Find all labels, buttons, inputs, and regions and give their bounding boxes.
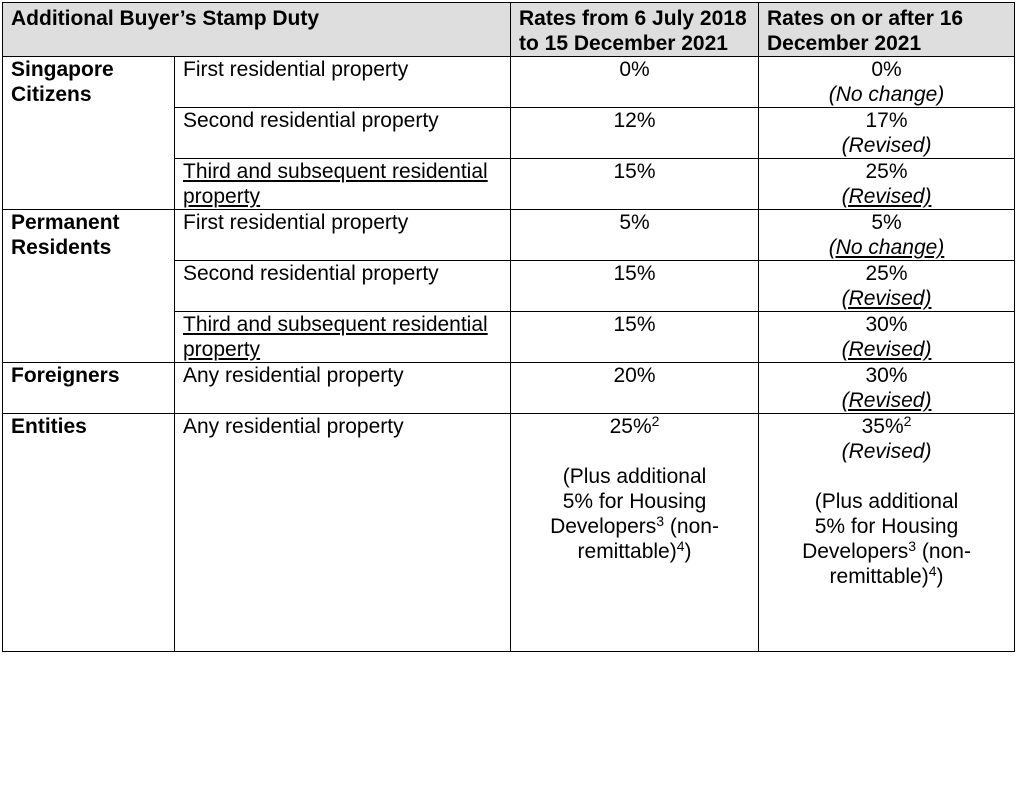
old-rate-cell (511, 414, 759, 652)
new-rate-cell (759, 414, 1015, 652)
column-header-old-rates: Rates from 6 July 2018 to 15 December 2021 (511, 3, 759, 57)
new-rate-cell (759, 210, 1015, 261)
new-rate-value: 17% (865, 109, 908, 132)
property-cell: Third and subsequent residential property (175, 312, 511, 363)
new-rate-value: 30% (865, 313, 908, 336)
table-row (3, 57, 1015, 108)
new-rate-cell (759, 312, 1015, 363)
housing-developer-note-2: 5% for Housing (814, 515, 959, 538)
group-label-entities: Entities (3, 414, 175, 652)
group-label-permanent-residents: Permanent Residents (3, 210, 175, 363)
old-rate-cell: 20% (511, 363, 759, 414)
property-cell: Second residential property (175, 261, 511, 312)
change-note: (No change) (828, 236, 945, 259)
table-row (3, 210, 1015, 261)
group-label-citizens: Singapore Citizens (3, 57, 175, 210)
change-note: (Revised) (841, 440, 932, 463)
footnote-ref: 3 (908, 538, 917, 554)
property-cell: Third and subsequent residential property (175, 159, 511, 210)
old-rate-cell: 12% (511, 108, 759, 159)
new-rate-cell (759, 108, 1015, 159)
new-rate-cell (759, 261, 1015, 312)
change-note: (Revised) (841, 287, 932, 310)
property-cell: Any residential property (175, 363, 511, 414)
property-cell: First residential property (175, 210, 511, 261)
change-note: (Revised) (841, 338, 932, 361)
new-rate-value: 30% (865, 364, 908, 387)
new-rate-value: 25% (865, 160, 908, 183)
new-rate-value: 35%$^2$ (861, 413, 912, 438)
table-title: Additional Buyer’s Stamp Duty (3, 3, 511, 57)
housing-developer-note-3: Developers$^3$ (non- (550, 513, 719, 538)
header-row (3, 3, 1015, 57)
footnote-ref: 3 (656, 513, 665, 529)
housing-developer-note-4: remittable)$^4$) (577, 538, 692, 563)
housing-developer-note-3: Developers$^3$ (non- (802, 538, 971, 563)
new-rate-cell (759, 57, 1015, 108)
change-note: (Revised) (841, 389, 932, 412)
housing-developer-note-1: (Plus additional (814, 490, 959, 513)
old-rate-cell: 15% (511, 159, 759, 210)
new-rate-value: 0% (871, 58, 902, 81)
table-row (3, 414, 1015, 652)
column-header-new-rates: Rates on or after 16 December 2021 (759, 3, 1015, 57)
property-cell: First residential property (175, 57, 511, 108)
table-row (3, 363, 1015, 414)
new-rate-cell (759, 159, 1015, 210)
housing-developer-note-4: remittable)$^4$) (829, 563, 944, 588)
new-rate-cell (759, 363, 1015, 414)
footnote-ref: 2 (903, 413, 912, 429)
old-rate-cell: 15% (511, 261, 759, 312)
old-rate-value: 25%$^2$ (609, 413, 660, 438)
change-note: (Revised) (841, 185, 932, 208)
new-rate-value: 25% (865, 262, 908, 285)
footnote-ref: 4 (928, 563, 937, 579)
property-cell: Any residential property (175, 414, 511, 652)
group-label-foreigners: Foreigners (3, 363, 175, 414)
old-rate-cell: 15% (511, 312, 759, 363)
change-note: (No change) (828, 83, 945, 106)
new-rate-value: 5% (871, 211, 902, 234)
old-rate-cell: 0% (511, 57, 759, 108)
property-cell: Second residential property (175, 108, 511, 159)
housing-developer-note-1: (Plus additional (562, 465, 707, 488)
footnote-ref: 2 (651, 413, 660, 429)
absd-rates-table (2, 2, 1015, 652)
housing-developer-note-2: 5% for Housing (562, 490, 707, 513)
footnote-ref: 4 (676, 538, 685, 554)
change-note: (Revised) (841, 134, 932, 157)
old-rate-cell: 5% (511, 210, 759, 261)
